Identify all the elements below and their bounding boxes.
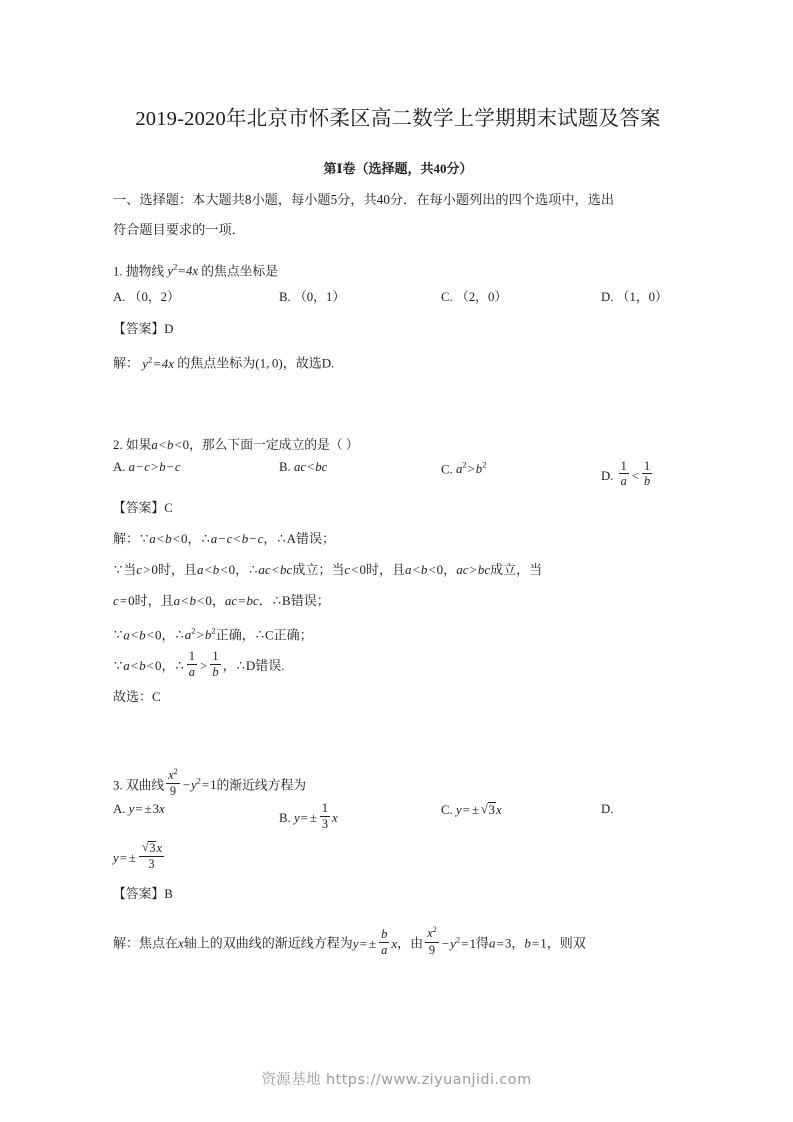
solution-1-expr-1: $y^2=4x$ (142, 354, 174, 371)
question-3-stem-prefix: 双曲线 (125, 778, 165, 793)
answer-label-1: 【答案】 (113, 322, 165, 337)
choice-2-c-math: $a^2>b^2$ (455, 459, 487, 476)
choice-1-a[interactable] (113, 286, 180, 305)
solution-2-l2-e3: ac<bc (258, 561, 293, 577)
question-2-conclusion: 故选：C (113, 689, 161, 705)
footer-url: https://www.ziyuanjidi.com (326, 1072, 532, 1088)
solution-3-e2: $\frac{x^2}{9}$ $-y^2=1$ (427, 925, 477, 957)
block-spacer (113, 712, 683, 756)
choice-1-a-label: A. (113, 290, 126, 305)
solution-2-l4-t3: C正确； (265, 626, 313, 642)
question-3-stem-suffix: 的渐近线方程为 (216, 778, 307, 793)
therefore-symbol: ∴ (236, 658, 245, 674)
because-symbol: ∵ (140, 530, 149, 546)
question-2-solution-line-4 (113, 616, 683, 650)
instruction-line-2: 符合题目要求的一项． (113, 222, 245, 237)
choice-2-b-math: ac<bc (293, 459, 328, 474)
solution-2-l3-t3: ． (258, 592, 272, 608)
choice-1-d-label: D. (601, 290, 614, 305)
solution-2-l4-t2: 正确， (215, 626, 255, 642)
choice-1-c-label: C. (441, 290, 453, 305)
question-1-choices (113, 286, 683, 315)
choice-1-c-text: （2，0） (455, 290, 508, 305)
solution-2-l3-t1: 时，且 (134, 592, 174, 608)
choice-2-a-label: A. (113, 459, 126, 474)
document-content (113, 0, 683, 962)
therefore-symbol: ∴ (255, 626, 264, 642)
choice-3-b[interactable] (279, 802, 338, 831)
question-1-number: 1. (113, 264, 123, 279)
choice-3-c-label: C. (441, 803, 453, 818)
question-2-answer (113, 494, 683, 523)
solution-2-t2: ， (263, 530, 277, 546)
solution-3-e3: a=3 (489, 935, 512, 951)
because-symbol: ∵ (114, 626, 123, 642)
solution-2-l2-t6: 成立，当 (490, 561, 543, 577)
choice-3-b-math: y= ± $\frac{1}{3}$ x (293, 801, 338, 832)
solution-3-t2: ，由 (397, 935, 424, 951)
solution-2-l3-e2: a<b<0 (173, 592, 212, 608)
solution-2-l5-t2: ， (222, 658, 236, 674)
solution-2-l2-e5: a<b<0 (404, 561, 444, 577)
question-1-stem-prefix: 抛物线 (125, 264, 168, 279)
solution-1-expr-2: (1, 0) (255, 355, 283, 371)
question-3-stem (113, 764, 683, 802)
question-block-1 (113, 253, 683, 379)
question-3-choices (113, 802, 683, 836)
question-3-choice-d-wrapped[interactable] (113, 836, 683, 880)
solution-2-l3-t4: B错误； (282, 592, 330, 608)
choice-2-a[interactable] (113, 460, 181, 475)
therefore-symbol: ∴ (277, 530, 286, 546)
solution-2-l2-when: 当 (123, 561, 137, 577)
solution-1-text-2: ，故选D. (282, 355, 335, 371)
solution-2-l2-e1: c>0 (136, 561, 158, 577)
choice-1-d-text: （1，0） (616, 290, 668, 305)
line-spacer (113, 909, 683, 921)
choice-2-d-math: $\frac{1}{a}$ < $\frac{1}{b}$ (620, 458, 651, 489)
question-2-choices (113, 460, 683, 494)
solution-2-t3: A错误； (286, 530, 336, 546)
therefore-symbol: ∴ (201, 530, 210, 546)
solution-2-l2-t3: 成立；当 (292, 561, 345, 577)
solution-3-lead: 解：焦点在 (113, 935, 179, 951)
solution-3-t3: 得 (476, 935, 490, 951)
solution-lead-1: 解： (113, 355, 140, 371)
solution-2-expr-2: a−c<b−c (210, 530, 264, 546)
solution-1-text-1: 的焦点坐标为 (173, 355, 256, 371)
question-2-stem (113, 431, 683, 460)
choice-1-d[interactable] (601, 286, 668, 305)
question-2-solution-line-3 (113, 585, 683, 616)
question-1-answer (113, 315, 683, 344)
question-2-solution-line-2 (113, 554, 683, 585)
solution-3-t5: ，则双 (546, 935, 586, 951)
question-2-solution-line-5 (113, 650, 683, 681)
page-title: 2019-2020年北京市怀柔区高二数学上学期期末试题及答案 (135, 108, 661, 130)
solution-2-l2-e6: ac>bc (456, 561, 491, 577)
answer-label-3: 【答案】 (113, 887, 165, 902)
instruction-line-1: 一、选择题：本大题共8小题，每小题5分，共40分．在每小题列出的四个选项中，选出 (113, 192, 615, 207)
question-2-solution-line-1 (113, 523, 683, 554)
solution-2-l5-e2: $\frac{1}{a}$ > $\frac{1}{b}$ (188, 648, 219, 680)
footer-watermark (0, 1068, 793, 1089)
question-2-stem-suffix: ，那么下面一定成立的是（ ） (189, 437, 359, 452)
therefore-symbol: ∴ (249, 561, 258, 577)
instruction-paragraph (113, 185, 683, 245)
question-block-2 (113, 431, 683, 712)
solution-3-t1: 轴上的双曲线的渐近线方程为 (183, 935, 353, 951)
solution-2-lead: 解： (113, 530, 140, 546)
question-block-3 (113, 764, 683, 962)
choice-2-b[interactable] (279, 460, 327, 475)
question-1-stem (113, 253, 683, 286)
choice-3-a-label: A. (113, 802, 126, 817)
choice-3-a[interactable] (113, 802, 165, 817)
choice-3-d[interactable] (601, 802, 613, 817)
footer-site-name: 资源基地 (261, 1072, 321, 1088)
choice-2-d-label: D. (601, 468, 614, 483)
question-1-stem-math: $y^2=4x$ (167, 262, 199, 279)
therefore-symbol: ∴ (272, 592, 282, 608)
solution-2-l4-e1: a<b<0 (123, 626, 162, 642)
choice-2-d[interactable] (601, 460, 654, 489)
answer-value-3: B (164, 887, 173, 902)
solution-2-l3-e3: ac=bc (224, 592, 259, 608)
solution-2-l2-t2: ， (235, 561, 249, 577)
solution-2-t1: ， (187, 530, 201, 546)
choice-1-c[interactable] (441, 286, 507, 305)
choice-1-b[interactable] (279, 286, 345, 305)
solution-2-expr-1: a<b<0 (149, 530, 188, 546)
choice-1-a-text: （0，2） (128, 290, 180, 305)
answer-value-1: D (164, 322, 174, 337)
question-3-number: 3. (113, 778, 123, 793)
choice-3-d-math: y= ± √ $\frac{3x}{3}$ (113, 851, 166, 865)
solution-3-var-x: x (178, 935, 184, 951)
choice-2-a-math: a−c>b−c (128, 459, 181, 474)
solution-3-e1: y= ± $\frac{b}{a}$ x (352, 926, 398, 957)
choice-3-a-math: y= ±3x (128, 802, 165, 817)
solution-2-l5-t1: ， (161, 658, 175, 674)
choice-2-b-label: B. (279, 459, 291, 474)
solution-3-t4: ， (511, 935, 525, 951)
choice-3-d-label: D. (601, 802, 614, 817)
solution-2-l2-t4: 时，且 (365, 561, 405, 577)
solution-2-l5-e1: a<b<0 (123, 658, 162, 674)
choice-2-c-label: C. (441, 461, 453, 476)
answer-label-2: 【答案】 (113, 500, 165, 515)
because-symbol: ∵ (114, 658, 123, 674)
solution-3-e4: b=1 (524, 935, 547, 951)
solution-2-l4-t1: ， (161, 626, 175, 642)
question-3-solution (113, 921, 683, 961)
choice-1-b-text: （0，1） (293, 290, 346, 305)
question-2-number: 2. (113, 437, 123, 452)
solution-2-l5-t3: D错误. (245, 658, 285, 674)
solution-2-l2-t1: 时，且 (157, 561, 197, 577)
choice-3-c-math: y= ± √ 3x (456, 803, 502, 817)
section-heading: 第Ⅰ卷（选择题，共40分） (323, 161, 473, 176)
because-symbol: ∵ (114, 561, 123, 577)
question-2-stem-math: a<b<0 (151, 437, 190, 452)
choice-3-c[interactable] (441, 802, 502, 818)
solution-2-l3-e1: c=0 (113, 592, 135, 608)
therefore-symbol: ∴ (175, 626, 184, 642)
question-1-stem-suffix: 的焦点坐标是 (198, 264, 279, 279)
choice-3-b-label: B. (279, 811, 291, 826)
solution-2-l2-e2: a<b<0 (196, 561, 236, 577)
block-spacer (113, 379, 683, 423)
question-3-stem-math: $\frac{x^2}{9}$ $-y^2=1$ (168, 767, 217, 799)
question-3-answer (113, 880, 683, 909)
solution-2-l2-t5: ， (443, 561, 457, 577)
therefore-symbol: ∴ (175, 658, 184, 674)
choice-2-c[interactable] (441, 460, 486, 477)
solution-2-l2-e4: c<0 (344, 561, 366, 577)
question-2-stem-prefix: 如果 (125, 437, 152, 452)
solution-2-l4-e2: $a^2>b^2$ (184, 625, 216, 642)
question-1-solution (113, 344, 683, 378)
answer-value-2: C (164, 500, 173, 515)
solution-2-l3-t2: ， (211, 592, 225, 608)
choice-1-b-label: B. (279, 290, 291, 305)
